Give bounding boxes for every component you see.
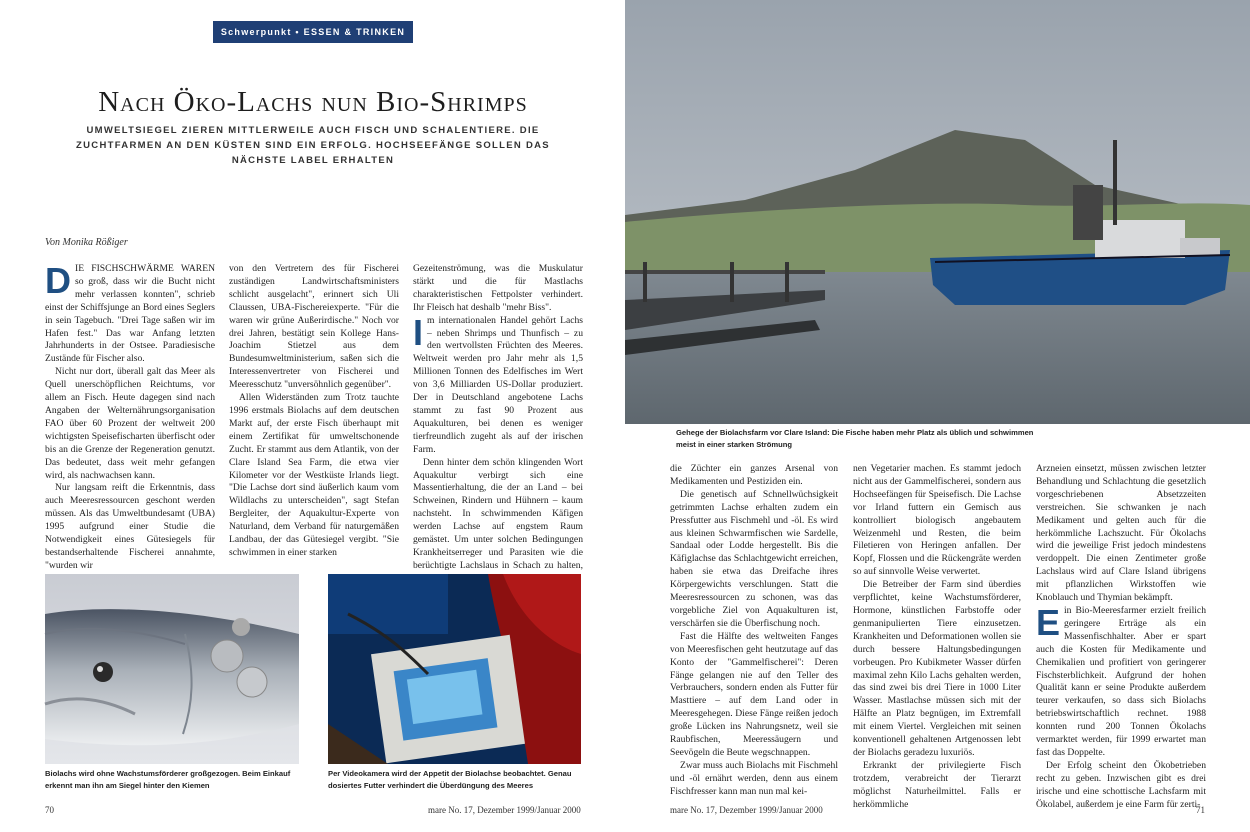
paragraph: Nicht nur dort, überall galt das Meer als Quell unerschöpflichen Reichtums, vor allem an Fisch. Heute dagegen sind nach Angaben der Welternährungsorganisation FAO über 60 Prozent der weltweit 200 wichtigsten Speisefischarten überfischt oder bis an die Grenze der Regeneration genutzt. Das bedeutet, dass weit mehr gefangen wird, als nachwachsen kann.	[45, 366, 215, 481]
paragraph: Die Betreiber der Farm sind überdies verpflichtet, keine Wachstumsförderer, Hormone, künstlichen Farbstoffe oder genmanipulierten Tiere einzusetzen. Krankheiten und Deformationen wollen sie durch bessere Haltungsbedingungen vorbeugen. Pro Kubikmeter Wasser dürfen maximal zehn Kilo Lachs gehalten werden, das sind zwei bis drei Tiere in 1000 Liter Wasser. Mastlachse müssen sich mit der Hälfte an Platz begnügen, im Extremfall mit einem Viertel. Vergleichen mit seinen konventionell gehaltenen Artgenossen lebt der Biolachs geradezu luxuriös.	[853, 579, 1021, 758]
page-number-right: 71	[1196, 805, 1205, 815]
section-kicker: Schwerpunkt • ESSEN & TRINKEN	[213, 21, 413, 43]
fish-farm-photo	[625, 0, 1250, 424]
text-column-2	[229, 263, 399, 563]
paragraph: Erkrankt der privilegierte Fisch trotzdem, verabreicht der Tierarzt möglichst Naturheilmittel. Falls er herkömmliche	[853, 759, 1021, 810]
paragraph: Nur langsam reift die Erkenntnis, dass auch Meeresressourcen geschont werden müssen. Als das Umweltbundesamt (UBA) 1995 aufgrund einer Studie die Notwendigkeit eines Gütesiegels für bestandserhaltende Fischerei annahmte, "wurden wir	[45, 482, 215, 571]
paragraph: IE FISCHSCHWÄRME WAREN so groß, dass wir die Bucht nicht mehr verlassen konnten", schrieb einst der Schiffsjunge an Bord eines Seglers in sein Tagebuch. "Drei Tage saßen wir im Hafen fest." Das war Anfang letzten Jahrhunderts in der Ostsee. Paradiesische Zustände für Fischer also.	[45, 263, 215, 365]
drop-cap: D	[45, 260, 71, 301]
paragraph: Fast die Hälfte des weltweiten Fanges von Meeresfischen geht heutzutage auf das Konto der "Gammelfischerei": Deren Fänge gelangen nie auf den Teller des Verbrauchers, sondern enden als Futter für Masttiere – auf dem Land oder in Meeresgehegen. Diese Fänge reißen jedoch große Lücken ins Nahrungsnetz, weil sie Raubfischen, Meeressäugern und Seevögeln die Beute wegschnappen.	[670, 630, 838, 758]
paragraph: Arzneien einsetzt, müssen zwischen letzter Behandlung und Schlachtung die gesetzlich vorgeschriebenen Absetzzeiten verstreichen. Sie schwanken je nach Medikament und gelten auch für die herkömmliche Lachszucht. Für Ökolachs wird die jeweilige Frist jedoch mindestens verdoppelt. Die einen Zentimeter große Lachslaus wird auf Clare Island übrigens mit pflanzlichen Wirkstoffen wie Knoblauch und Thymian bekämpft.	[1036, 463, 1206, 604]
salmon-photo	[45, 574, 299, 764]
paragraph: Allen Widerständen zum Trotz tauchte 1996 erstmals Biolachs auf dem deutschen Markt auf, der erste Fisch überhaupt mit einem Zertifikat für umweltschonende Zucht. Er stammt aus dem Atlantik, von der Clare Island Sea Farm, die etwa vier Kilometer vor der Westküste Irlands liegt. "Die Lachse dort sind äußerlich kaum vom Wildlachs zu unterscheiden", sagt Stefan Bergleiter, der Aquakultur-Experte von Naturland, dem Verband für naturgemäßen Landbau, der das Gütesiegel vergibt. "Sie schwimmen in einer starken	[229, 392, 399, 558]
page-number-left: 70	[45, 805, 54, 815]
caption-camera: Per Videokamera wird der Appetit der Biolachse beobachtet. Genau dosiertes Futter verhindert die Überdüngung des Meeres	[328, 769, 572, 790]
paragraph: nen Vegetarier machen. Es stammt jedoch nicht aus der Gammelfischerei, sondern aus Hochseefängen für Speisefisch. Die Lachse vor Irland futtern ein Gemisch aus kontrolliert biologisch angebautem Weizenmehl und Resten, die beim Filetieren von Heringen anfallen. Der Kopf, Flossen und die Rückengräte werden so auf sinnvolle Weise verwertet.	[853, 463, 1021, 578]
paragraph: Gezeitenströmung, was die Muskulatur stärkt und die für Mastlachs charakteristischen Fettpolster verhindert. Ihr Fleisch hat deshalb "mehr Biss".	[413, 263, 583, 313]
paragraph: m internationalen Handel gehört Lachs – neben Shrimps und Thunfisch – zu den wertvollsten Früchten des Meeres. Weltweit werden pro Jahr mehr als 1,5 Millionen Tonnen des Edelfisches im Wert von 3,6 Milliarden US-Dollar produziert. Der in Deutschland angebotene Lachs stammt zu fast 90 Prozent aus Aquakulturen, bei denen es weniger tierfreundlich zugeht als auf der irischen Farm.	[413, 314, 583, 455]
drop-cap: I	[413, 311, 424, 353]
issue-line-right: mare No. 17, Dezember 1999/Januar 2000	[670, 805, 823, 815]
paragraph: von den Vertretern des für Fischerei zuständigen Landwirtschaftsministers schlicht ausgelacht", erinnert sich Uli Claussen, UBA-Fischereiexperte. "Für die waren wir grüne Außerirdische." Noch vor drei Jahren, bestätigt sein Kollege Hans-Joachim Stietzel aus dem Bundesumweltministerium, saßen sich die Interessenvertreter von Fischerei und Meeresschutz "unversöhnlich gegenüber".	[229, 263, 399, 391]
caption-fish-farm: Gehege der Biolachsfarm vor Clare Island: Die Fische haben mehr Platz als üblich und schwimmen meist in einer starken Strömung	[676, 428, 1034, 449]
drop-cap: E	[1036, 601, 1061, 643]
paragraph: Der Erfolg scheint den Ökobetrieben recht zu geben. Inzwischen gibt es drei irische und eine schottische Lachsfarm mit Ökolabel, außerdem je eine Farm für zerti-	[1036, 759, 1206, 810]
paragraph: die Züchter ein ganzes Arsenal von Medikamenten und Pestiziden ein.	[670, 463, 838, 487]
text-column-3	[413, 263, 583, 571]
text-column-4	[670, 463, 838, 797]
article-title: Nach Öko-Lachs nun Bio-Shrimps	[98, 86, 528, 118]
author-byline: Von Monika Rößiger	[45, 237, 128, 248]
text-column-1	[45, 260, 215, 571]
paragraph: Zwar muss auch Biolachs mit Fischmehl und -öl ernährt werden, denn aus einem Fischfresser kann man nun mal kei-	[670, 759, 838, 797]
caption-salmon: Biolachs wird ohne Wachstumsförderer großgezogen. Beim Einkauf erkennt man ihn am Siegel hinter den Kiemen	[45, 769, 291, 790]
paragraph: Die genetisch auf Schnellwüchsigkeit getrimmten Lachse erhalten zudem ein Pressfutter aus Fischmehl und -öl. Es wird aus kleinen Schwarmfischen wie Sardelle, Sandaal oder Lodde hergestellt. Bis die Käfiglachse das Schlachtgewicht erreichen, haben sie etwa das Dreifache ihres Körpergewichts verschlungen. Statt die Meeresressourcen zu schonen, was das vorgebliche Ziel von Aquakulturen ist, verschärfen sie die Überfischung noch.	[670, 488, 838, 629]
camera-photo	[328, 574, 581, 764]
article-subtitle: UMWELTSIEGEL ZIEREN MITTLERWEILE AUCH FISCH UND SCHALENTIERE. DIE ZUCHTFARMEN AN DEN KÜSTEN SIND EIN ERFOLG. HOCHSEEFÄNGE SOLLEN DAS NÄCHSTE LABEL ERHALTEN	[76, 125, 550, 166]
paragraph: in Bio-Meeresfarmer erzielt freilich geringere Erträge als ein Massenfischhalter. Aber er spart auch die Kosten für Medikamente und Chemikalien und profitiert von geringerer Fischsterblichkeit. Aufgrund der hohen Qualität kann er seine Produkte außerdem teurer verkaufen, so dass sich Biolachs betriebswirtschaftlich rechnet. 1988 konnten rund 200 Tonnen Ökolachs vermarktet werden, für 1999 erwartet man fast das Doppelte.	[1036, 604, 1206, 758]
issue-line-left: mare No. 17, Dezember 1999/Januar 2000	[428, 805, 581, 815]
text-column-5	[853, 463, 1021, 810]
paragraph: Denn hinter dem schön klingenden Wort Aquakultur verbirgt sich eine Massentierhaltung, die der an Land – bei Schweinen, Rindern und Hühnern – kaum nachsteht. In schwimmenden Käfigen werden Lachse auf engstem Raum gemästet. Um unter solchen Bedingungen Krankheitserreger und Parasiten wie die berüchtigte Lachslaus in Schach zu halten,	[413, 456, 583, 571]
